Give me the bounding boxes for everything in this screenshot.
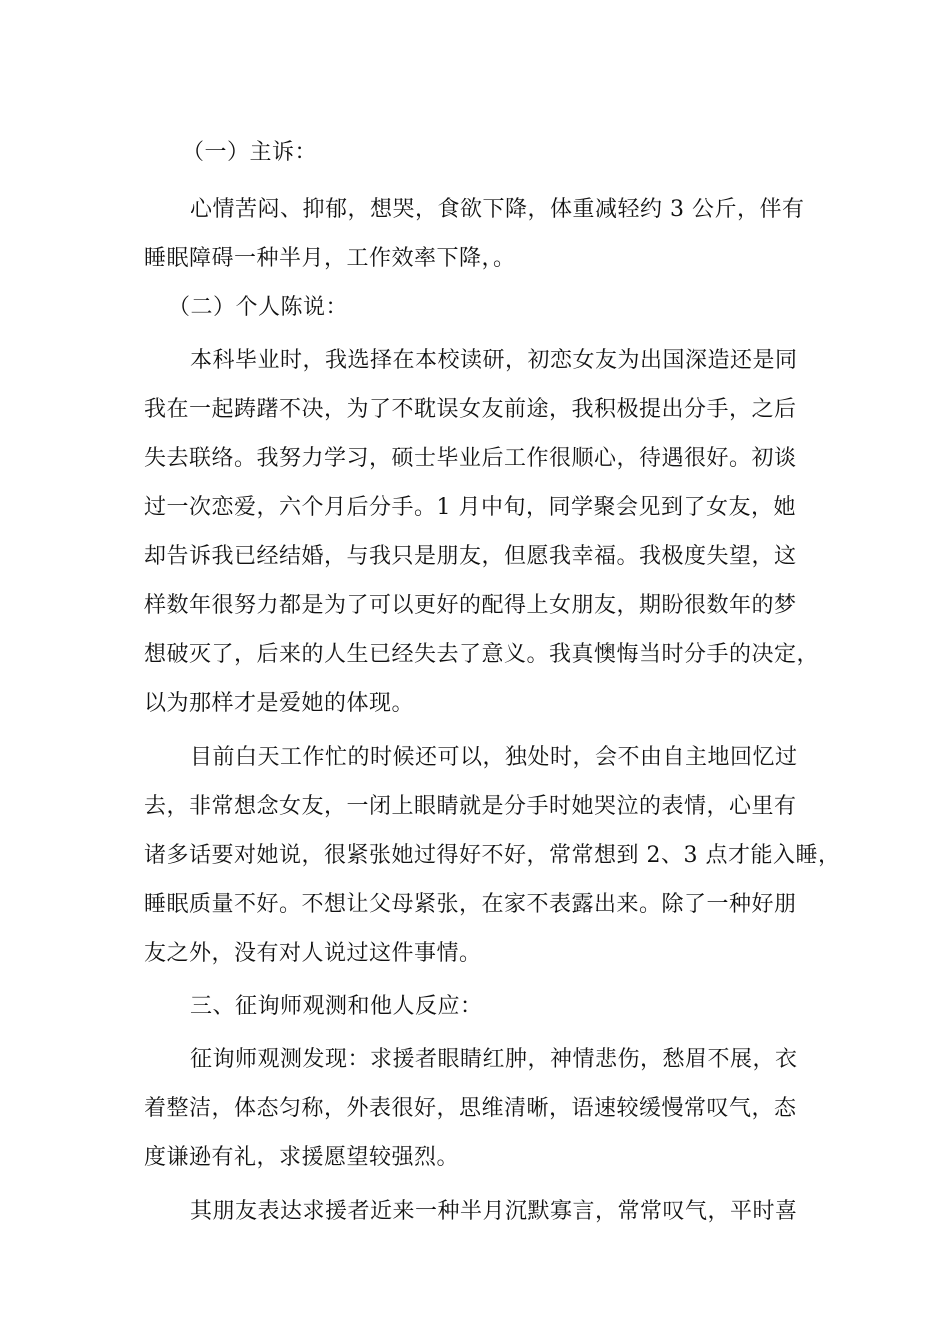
paragraph-line: 样数年很努力都是为了可以更好的配得上女朋友，期盼很数年的梦	[144, 593, 797, 618]
paragraph-line: 目前白天工作忙的时候还可以，独处时，会不由自主地回忆过	[190, 745, 798, 770]
document-body	[144, 130, 841, 1235]
paragraph-observation-1	[144, 1037, 824, 1181]
paragraph-line: 我在一起踌躇不决，为了不耽误女友前途，我积极提出分手，之后	[144, 397, 797, 422]
paragraph-line: 睡眠质量不好。不想让父母紧张，在家不表露出来。除了一种好朋	[144, 892, 797, 917]
paragraph-personal-2	[144, 735, 841, 977]
paragraph-line: 失去联络。我努力学习，硕士毕业后工作很顺心，待遇很好。初谈	[144, 446, 797, 471]
paragraph-line: 睡眠障碍一种半月，工作效率下降，。	[144, 246, 516, 271]
section-heading-complaint: （一）主诉：	[182, 140, 318, 165]
paragraph-line: 过一次恋爱，六个月后分手。1 月中旬，同学聚会见到了女友，她	[144, 495, 796, 520]
paragraph-observation-2	[144, 1189, 824, 1235]
paragraph-line: 却告诉我已经结婚，与我只是朋友，但愿我幸福。我极度失望，这	[144, 544, 797, 569]
paragraph-complaint	[144, 187, 824, 282]
paragraph-line: 着整洁，体态匀称，外表很好，思维清晰，语速较缓慢常叹气，态	[144, 1096, 797, 1121]
paragraph-line: 友之外，没有对人说过这件事情。	[144, 941, 482, 966]
paragraph-line: 以为那样才是爱她的体现。	[144, 691, 415, 716]
paragraph-personal-1	[144, 338, 824, 727]
paragraph-line: 心情苦闷、抑郁，想哭，食欲下降，体重减轻约 3 公斤，伴有	[190, 197, 805, 222]
section-heading-personal: （二）个人陈说：	[168, 295, 349, 320]
paragraph-line: 去，非常想念女友，一闭上眼睛就是分手时她哭泣的表情，心里有	[144, 794, 797, 819]
section-heading-observation: 三、征询师观测和他人反应：	[190, 994, 483, 1019]
paragraph-line: 想破灭了，后来的人生已经失去了意义。我真懊悔当时分手的决定，	[144, 642, 820, 667]
paragraph-line: 诸多话要对她说，很紧张她过得好不好，常常想到 2、3 点才能入睡，	[144, 843, 841, 868]
paragraph-line: 度谦逊有礼，求援愿望较强烈。	[144, 1145, 460, 1170]
paragraph-line: 其朋友表达求援者近来一种半月沉默寡言，常常叹气，平时喜	[190, 1199, 798, 1224]
paragraph-line: 本科毕业时，我选择在本校读研，初恋女友为出国深造还是同	[190, 348, 798, 373]
paragraph-line: 征询师观测发现：求援者眼睛红肿，神情悲伤，愁眉不展，衣	[190, 1047, 798, 1072]
